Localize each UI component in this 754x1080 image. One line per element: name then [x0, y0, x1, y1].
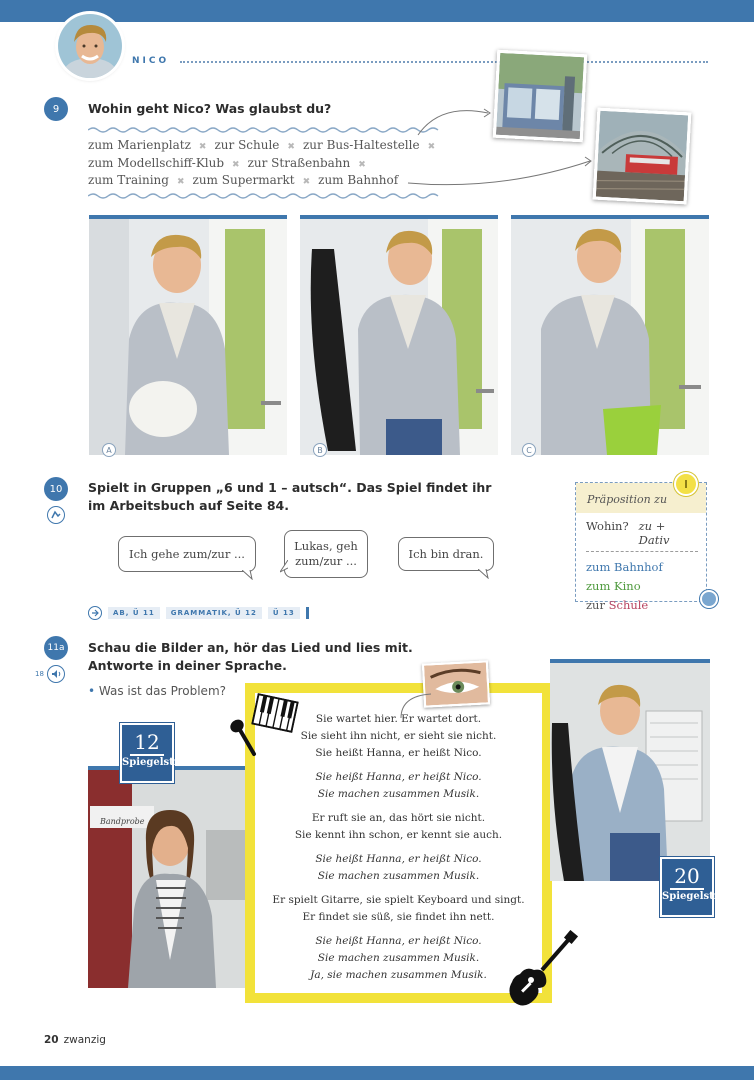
- wavy-divider-bottom: [88, 192, 443, 200]
- task-10-title-line1: Spielt in Gruppen „6 und 1 – autsch“. Das Spiel findet ihr: [88, 480, 492, 495]
- photo-nico-guitar: [300, 215, 498, 455]
- destination-option: zur Straßenbahn: [247, 156, 351, 170]
- audio-track-number: 18: [35, 670, 44, 678]
- door-sign-label: [12, 108, 56, 122]
- bubble-tail: [280, 560, 288, 574]
- lyric-line: Sie heißt Hanna, er heißt Nico.: [315, 853, 482, 865]
- song-lyrics: [255, 711, 542, 984]
- arrow-right-icon: [88, 606, 102, 620]
- destination-option: zum Supermarkt: [192, 173, 295, 187]
- microphone-icon: [228, 718, 260, 758]
- lyric-line: Er ruft sie an, das hört sie nicht.: [311, 812, 486, 824]
- grammar-example: zum Bahnhof: [586, 560, 663, 574]
- task-number-9: 9: [44, 97, 68, 121]
- speech-bubble-1: Ich gehe zum/zur ...: [118, 536, 256, 572]
- photo-label-b: B: [313, 443, 327, 457]
- task-10-title-line2: im Arbeitsbuch auf Seite 84.: [88, 498, 289, 513]
- bubble-tail: [242, 570, 254, 580]
- street-sign-12: 12 Spiegelstr.: [120, 723, 174, 783]
- eye-pointer-line: [395, 690, 435, 720]
- lyric-line: Sie heißt Hanna, er heißt Nico.: [315, 747, 482, 759]
- separator-icon: ✖: [427, 142, 436, 152]
- destination-option: zum Marienplatz: [88, 138, 191, 152]
- lyric-line: Sie wartet hier. Er wartet dort.: [315, 713, 482, 725]
- destination-row-3: [88, 173, 398, 187]
- street-sign-20: 20 Spiegelstr.: [660, 857, 714, 917]
- separator-icon: ✖: [302, 177, 311, 187]
- task-9-title: Wohin geht Nico? Was glaubst du?: [88, 101, 332, 116]
- separator-icon: ✖: [232, 160, 240, 170]
- train-station-photo: [593, 108, 692, 205]
- task-11-title-line1: Schau die Bilder an, hör das Lied und lies mit.: [88, 640, 413, 655]
- destination-row-2: [88, 156, 374, 170]
- grammar-examples: [586, 558, 706, 615]
- lyric-line: Ja, sie machen zusammen Musik.: [310, 969, 487, 981]
- workbook-references: [88, 605, 309, 621]
- guitar-icon: [500, 930, 580, 1010]
- reference-tag[interactable]: GRAMMATIK, Ü 12: [166, 607, 262, 619]
- grammar-example: zur Schule: [586, 598, 649, 612]
- destination-option: zum Bahnhof: [318, 173, 399, 187]
- destination-option: zur Schule: [214, 138, 280, 152]
- task-11-question: • Was ist das Problem?: [88, 684, 226, 698]
- reference-tag[interactable]: Ü 13: [268, 607, 300, 619]
- lyric-line: Er spielt Gitarre, sie spielt Keyboard und singt.: [272, 894, 525, 906]
- audio-icon[interactable]: [47, 665, 65, 683]
- destination-row-1: [88, 138, 443, 152]
- destination-option: zur Bus-Haltestelle: [302, 138, 420, 152]
- bottom-color-bar: [0, 1066, 754, 1080]
- dotted-rule: [180, 61, 708, 63]
- separator-icon: ✖: [198, 142, 207, 152]
- task-11-title-line2: Antworte in deiner Sprache.: [88, 658, 287, 673]
- grammar-question: Wohin?: [586, 519, 629, 533]
- magnifier-icon: [700, 590, 718, 608]
- photo-label-c: C: [522, 443, 536, 457]
- task-number-10: 10: [44, 477, 68, 501]
- bubble-tail: [478, 569, 490, 579]
- lyric-line: Sie machen zusammen Musik.: [317, 788, 480, 800]
- page-number-word: zwanzig: [63, 1034, 106, 1046]
- speech-bubble-2: Lukas, geh zum/zur ...: [284, 530, 368, 578]
- task-number-11a: 11a: [44, 636, 68, 660]
- separator-icon: ✖: [287, 142, 295, 152]
- grammar-rule: zu + Dativ: [638, 519, 670, 547]
- photo-nico-ball: [89, 215, 287, 455]
- reference-end-mark: [306, 607, 309, 619]
- page-footer: [44, 1034, 106, 1046]
- destination-option: zum Modellschiff-Klub: [88, 156, 225, 170]
- lyric-line: Sie sieht ihn nicht, er sieht sie nicht.: [300, 730, 497, 742]
- destination-option: zum Training: [88, 173, 169, 187]
- bus-stop-photo: [493, 50, 587, 143]
- game-icon: [47, 506, 65, 524]
- grammar-box: [575, 482, 707, 612]
- lyric-line: Sie machen zusammen Musik.: [317, 870, 480, 882]
- grammar-title: Präposition zu: [587, 493, 668, 506]
- photo-label-a: A: [102, 443, 116, 457]
- lyric-line: Er findet sie süß, sie findet ihn nett.: [302, 911, 495, 923]
- speech-bubble-3: Ich bin dran.: [398, 537, 494, 571]
- bullet-icon: •: [88, 684, 96, 698]
- info-icon: [674, 472, 698, 496]
- wavy-divider-top: [88, 126, 443, 134]
- lyric-line: Sie machen zusammen Musik.: [317, 952, 480, 964]
- lyric-line: Sie heißt Hanna, er heißt Nico.: [315, 935, 482, 947]
- lyric-line: Sie heißt Hanna, er heißt Nico.: [315, 771, 482, 783]
- page-number: 20: [44, 1034, 59, 1046]
- door-sign-text: Bandprobe: [100, 817, 145, 826]
- top-color-bar: [0, 0, 754, 22]
- reference-tag[interactable]: AB, Ü 11: [108, 607, 160, 619]
- grammar-example: zum Kino: [586, 579, 641, 593]
- nico-avatar: [58, 14, 122, 78]
- lyric-line: Sie kennt ihn schon, er kennt sie auch.: [294, 829, 503, 841]
- photo-nico-doorbell: [550, 659, 710, 881]
- photo-hanna: [88, 766, 246, 988]
- photo-nico-bag: [511, 215, 709, 455]
- separator-icon: ✖: [358, 160, 366, 170]
- character-name: NICO: [132, 56, 170, 66]
- separator-icon: ✖: [176, 177, 185, 187]
